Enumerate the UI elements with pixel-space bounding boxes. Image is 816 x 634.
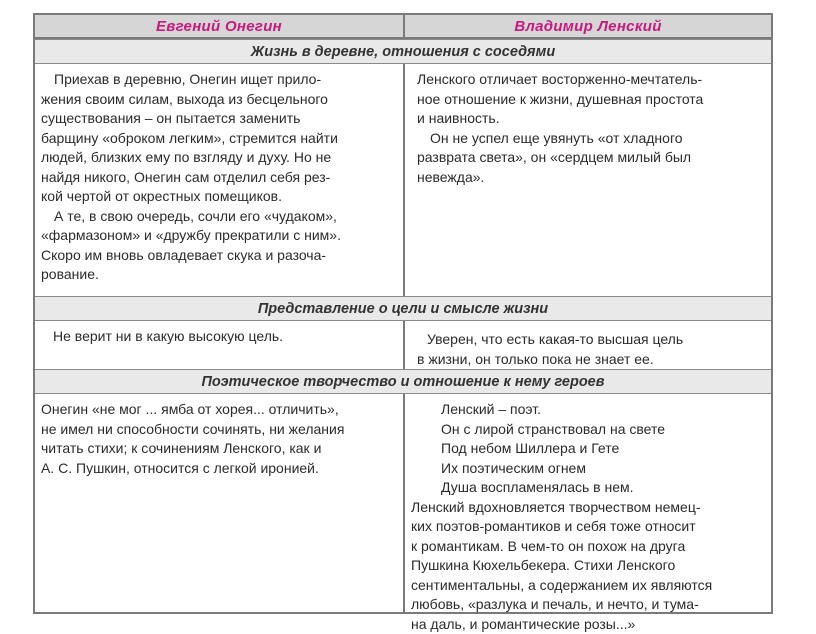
section-body-village — [35, 64, 771, 296]
table-header — [35, 15, 771, 39]
text-line: Скоро им вновь овладевает скука и разоча- — [41, 246, 397, 266]
text-line: ких поэтов-романтиков и себя тоже относит — [411, 517, 763, 537]
text-line: кой чертой от окрестных помещиков. — [41, 187, 397, 207]
text-line: А. С. Пушкин, относится с легкой иронией. — [41, 459, 397, 479]
text-line: читать стихи; к сочинениям Ленского, как и — [41, 439, 397, 459]
onegin-purpose-cell — [35, 321, 405, 369]
lensky-poetry-cell — [405, 394, 771, 612]
onegin-village-cell — [35, 64, 405, 296]
text-line: разврата света», он «сердцем милый был — [417, 148, 763, 168]
text-line: жения своим силам, выхода из бесцельного — [41, 90, 397, 110]
text-line: Уверен, что есть какая-то высшая цель — [427, 330, 763, 350]
verse-line: Под небом Шиллера и Гете — [411, 439, 763, 459]
comparison-table — [33, 13, 773, 614]
header-lensky: Владимир Ленский — [405, 15, 771, 37]
section-title-poetry: Поэтическое творчество и отношение к нему героев — [35, 369, 771, 394]
text-line: к романтикам. В чем-то он похож на друга — [411, 537, 763, 557]
text-line: Он не успел еще увянуть «от хладного — [417, 129, 763, 149]
text-line: «фармазоном» и «дружбу прекратили с ним». — [41, 226, 397, 246]
section-body-purpose — [35, 321, 771, 369]
text-line: сентиментальны, а содержанием их являются — [411, 576, 763, 596]
text-line: Ленский вдохновляется творчеством немец- — [411, 498, 763, 518]
text-line: Приехав в деревню, Онегин ищет прило- — [41, 70, 397, 90]
lensky-purpose-cell — [405, 321, 771, 369]
verse-line: Он с лирой странствовал на свете — [411, 420, 763, 440]
text-line: барщину «оброком легким», стремится найти — [41, 129, 397, 149]
section-body-poetry — [35, 394, 771, 612]
header-onegin: Евгений Онегин — [35, 15, 405, 37]
text-line: в жизни, он только пока не знает ее. — [417, 350, 763, 370]
section-title-purpose: Представление о цели и смысле жизни — [35, 296, 771, 321]
text-line: людей, близких ему по взгляду и духу. Но не — [41, 148, 397, 168]
text-line: Ленский – поэт. — [411, 400, 763, 420]
text-line: рование. — [41, 265, 397, 285]
text-line: любовь, «разлука и печаль, и нечто, и тума- — [411, 595, 763, 615]
section-title-village: Жизнь в деревне, отношения с соседями — [35, 39, 771, 64]
text-line: А те, в свою очередь, сочли его «чудаком», — [41, 207, 397, 227]
verse-line: Их поэтическим огнем — [411, 459, 763, 479]
text-line: на даль, и романтические розы...» — [411, 615, 763, 634]
text-line: Пушкина Кюхельбекера. Стихи Ленского — [411, 556, 763, 576]
text-line: Не верит ни в какую высокую цель. — [53, 327, 397, 347]
onegin-poetry-cell — [35, 394, 405, 612]
text-line: Ленского отличает восторженно-мечтатель- — [417, 70, 763, 90]
text-line: невежда». — [417, 168, 763, 188]
verse-line: Душа воспламенялась в нем. — [411, 478, 763, 498]
text-line: не имел ни способности сочинять, ни желания — [41, 420, 397, 440]
lensky-village-cell — [405, 64, 771, 296]
text-line: ное отношение к жизни, душевная простота — [417, 90, 763, 110]
text-line: существования – он пытается заменить — [41, 109, 397, 129]
text-line: найдя никого, Онегин сам отделил себя рез- — [41, 168, 397, 188]
text-line: и наивность. — [417, 109, 763, 129]
text-line: Онегин «не мог ... ямба от хорея... отличить», — [41, 400, 397, 420]
